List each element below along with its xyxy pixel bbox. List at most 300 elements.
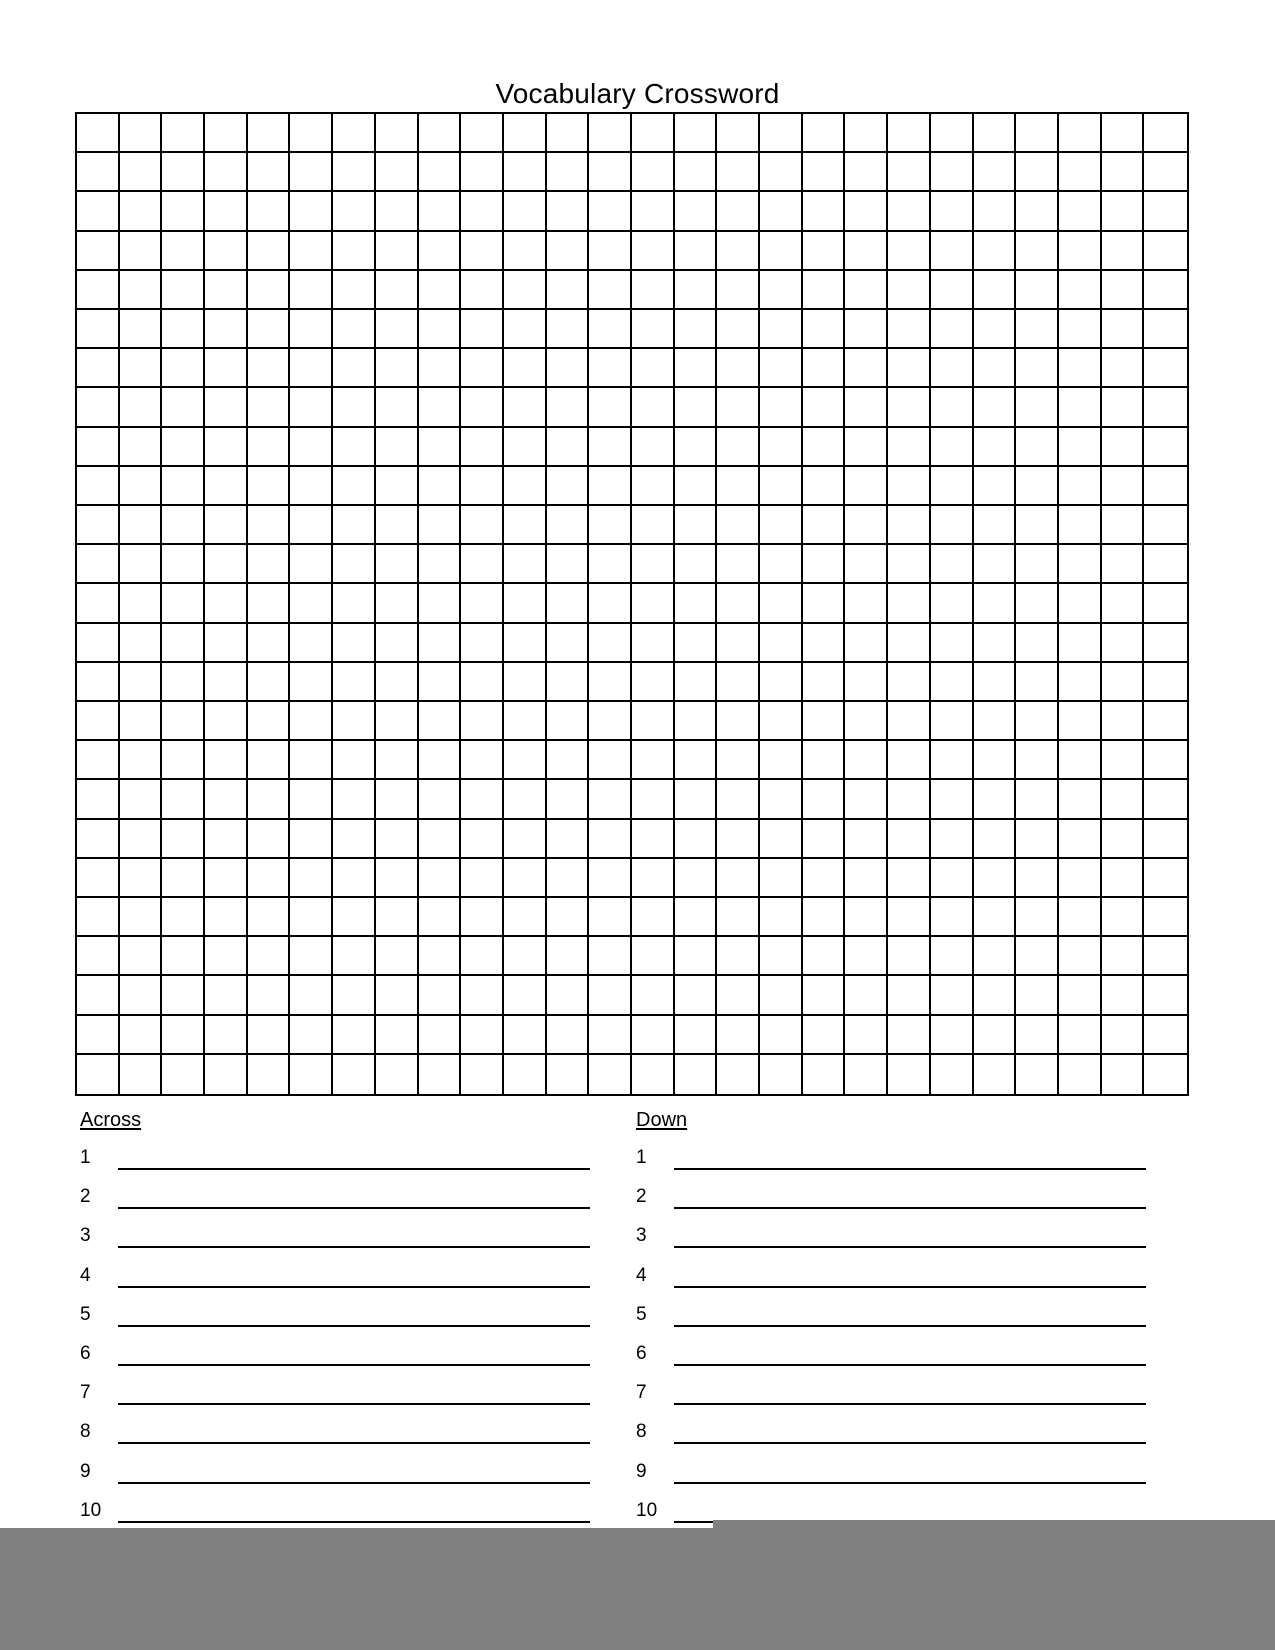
down-answer-line[interactable] — [674, 1482, 1146, 1484]
grid-cell[interactable] — [717, 153, 760, 192]
grid-cell[interactable] — [290, 153, 333, 192]
grid-cell[interactable] — [1016, 153, 1059, 192]
grid-cell[interactable] — [205, 624, 248, 663]
grid-cell[interactable] — [77, 663, 120, 702]
grid-cell[interactable] — [760, 898, 803, 937]
grid-cell[interactable] — [1016, 663, 1059, 702]
grid-cell[interactable] — [162, 310, 205, 349]
grid-cell[interactable] — [248, 428, 291, 467]
grid-cell[interactable] — [376, 741, 419, 780]
grid-cell[interactable] — [376, 271, 419, 310]
grid-cell[interactable] — [290, 937, 333, 976]
grid-cell[interactable] — [803, 584, 846, 623]
grid-cell[interactable] — [461, 663, 504, 702]
grid-cell[interactable] — [162, 192, 205, 231]
grid-cell[interactable] — [888, 232, 931, 271]
grid-cell[interactable] — [504, 1055, 547, 1094]
grid-cell[interactable] — [419, 1055, 462, 1094]
grid-cell[interactable] — [547, 1055, 590, 1094]
grid-cell[interactable] — [290, 820, 333, 859]
grid-cell[interactable] — [162, 467, 205, 506]
grid-cell[interactable] — [77, 976, 120, 1015]
grid-cell[interactable] — [632, 584, 675, 623]
grid-cell[interactable] — [888, 467, 931, 506]
grid-cell[interactable] — [1144, 428, 1187, 467]
grid-cell[interactable] — [1059, 506, 1102, 545]
grid-cell[interactable] — [547, 388, 590, 427]
grid-cell[interactable] — [504, 467, 547, 506]
grid-cell[interactable] — [461, 1016, 504, 1055]
grid-cell[interactable] — [717, 624, 760, 663]
grid-cell[interactable] — [333, 428, 376, 467]
grid-cell[interactable] — [589, 506, 632, 545]
grid-cell[interactable] — [162, 937, 205, 976]
grid-cell[interactable] — [803, 624, 846, 663]
grid-cell[interactable] — [760, 428, 803, 467]
grid-cell[interactable] — [376, 859, 419, 898]
grid-cell[interactable] — [120, 976, 163, 1015]
grid-cell[interactable] — [974, 663, 1017, 702]
grid-cell[interactable] — [290, 1016, 333, 1055]
grid-cell[interactable] — [803, 192, 846, 231]
grid-cell[interactable] — [803, 467, 846, 506]
grid-cell[interactable] — [845, 663, 888, 702]
grid-cell[interactable] — [1144, 976, 1187, 1015]
grid-cell[interactable] — [1144, 780, 1187, 819]
grid-cell[interactable] — [845, 780, 888, 819]
grid-cell[interactable] — [845, 624, 888, 663]
grid-cell[interactable] — [248, 859, 291, 898]
grid-cell[interactable] — [675, 114, 718, 153]
grid-cell[interactable] — [248, 271, 291, 310]
grid-cell[interactable] — [248, 780, 291, 819]
grid-cell[interactable] — [760, 859, 803, 898]
grid-cell[interactable] — [290, 506, 333, 545]
grid-cell[interactable] — [120, 271, 163, 310]
grid-cell[interactable] — [760, 271, 803, 310]
grid-cell[interactable] — [974, 741, 1017, 780]
grid-cell[interactable] — [675, 428, 718, 467]
grid-cell[interactable] — [1059, 584, 1102, 623]
grid-cell[interactable] — [504, 663, 547, 702]
grid-cell[interactable] — [77, 624, 120, 663]
grid-cell[interactable] — [1016, 741, 1059, 780]
grid-cell[interactable] — [1016, 820, 1059, 859]
grid-cell[interactable] — [589, 232, 632, 271]
grid-cell[interactable] — [333, 349, 376, 388]
grid-cell[interactable] — [1144, 349, 1187, 388]
grid-cell[interactable] — [974, 271, 1017, 310]
grid-cell[interactable] — [333, 976, 376, 1015]
grid-cell[interactable] — [1016, 271, 1059, 310]
grid-cell[interactable] — [77, 349, 120, 388]
grid-cell[interactable] — [77, 153, 120, 192]
grid-cell[interactable] — [248, 1055, 291, 1094]
grid-cell[interactable] — [675, 780, 718, 819]
grid-cell[interactable] — [931, 624, 974, 663]
grid-cell[interactable] — [419, 663, 462, 702]
grid-cell[interactable] — [77, 702, 120, 741]
grid-cell[interactable] — [248, 388, 291, 427]
grid-cell[interactable] — [461, 937, 504, 976]
grid-cell[interactable] — [974, 702, 1017, 741]
grid-cell[interactable] — [717, 820, 760, 859]
grid-cell[interactable] — [120, 192, 163, 231]
grid-cell[interactable] — [1144, 584, 1187, 623]
grid-cell[interactable] — [675, 820, 718, 859]
across-answer-line[interactable] — [118, 1168, 590, 1170]
grid-cell[interactable] — [845, 349, 888, 388]
grid-cell[interactable] — [419, 702, 462, 741]
grid-cell[interactable] — [931, 859, 974, 898]
grid-cell[interactable] — [419, 1016, 462, 1055]
grid-cell[interactable] — [888, 859, 931, 898]
grid-cell[interactable] — [1144, 937, 1187, 976]
grid-cell[interactable] — [1059, 232, 1102, 271]
grid-cell[interactable] — [333, 114, 376, 153]
grid-cell[interactable] — [803, 937, 846, 976]
grid-cell[interactable] — [717, 976, 760, 1015]
grid-cell[interactable] — [1144, 741, 1187, 780]
grid-cell[interactable] — [1144, 153, 1187, 192]
grid-cell[interactable] — [162, 859, 205, 898]
grid-cell[interactable] — [376, 428, 419, 467]
grid-cell[interactable] — [547, 428, 590, 467]
grid-cell[interactable] — [248, 976, 291, 1015]
across-answer-line[interactable] — [118, 1482, 590, 1484]
grid-cell[interactable] — [1144, 506, 1187, 545]
grid-cell[interactable] — [1102, 663, 1145, 702]
grid-cell[interactable] — [547, 976, 590, 1015]
grid-cell[interactable] — [760, 467, 803, 506]
grid-cell[interactable] — [845, 232, 888, 271]
grid-cell[interactable] — [77, 114, 120, 153]
grid-cell[interactable] — [120, 741, 163, 780]
grid-cell[interactable] — [376, 114, 419, 153]
grid-cell[interactable] — [803, 232, 846, 271]
grid-cell[interactable] — [333, 310, 376, 349]
grid-cell[interactable] — [1102, 584, 1145, 623]
grid-cell[interactable] — [760, 937, 803, 976]
grid-cell[interactable] — [120, 388, 163, 427]
grid-cell[interactable] — [333, 859, 376, 898]
grid-cell[interactable] — [974, 859, 1017, 898]
grid-cell[interactable] — [589, 937, 632, 976]
grid-cell[interactable] — [290, 388, 333, 427]
grid-cell[interactable] — [376, 702, 419, 741]
grid-cell[interactable] — [547, 349, 590, 388]
grid-cell[interactable] — [504, 192, 547, 231]
grid-cell[interactable] — [974, 937, 1017, 976]
grid-cell[interactable] — [675, 741, 718, 780]
grid-cell[interactable] — [547, 545, 590, 584]
grid-cell[interactable] — [974, 898, 1017, 937]
grid-cell[interactable] — [248, 741, 291, 780]
grid-cell[interactable] — [419, 153, 462, 192]
grid-cell[interactable] — [1102, 937, 1145, 976]
grid-cell[interactable] — [888, 310, 931, 349]
grid-cell[interactable] — [632, 898, 675, 937]
grid-cell[interactable] — [760, 388, 803, 427]
grid-cell[interactable] — [120, 545, 163, 584]
grid-cell[interactable] — [589, 114, 632, 153]
grid-cell[interactable] — [547, 859, 590, 898]
grid-cell[interactable] — [162, 820, 205, 859]
grid-cell[interactable] — [845, 310, 888, 349]
grid-cell[interactable] — [717, 780, 760, 819]
grid-cell[interactable] — [1102, 192, 1145, 231]
grid-cell[interactable] — [845, 388, 888, 427]
grid-cell[interactable] — [547, 741, 590, 780]
grid-cell[interactable] — [248, 192, 291, 231]
grid-cell[interactable] — [803, 545, 846, 584]
grid-cell[interactable] — [290, 271, 333, 310]
grid-cell[interactable] — [333, 663, 376, 702]
grid-cell[interactable] — [589, 388, 632, 427]
grid-cell[interactable] — [461, 153, 504, 192]
grid-cell[interactable] — [632, 663, 675, 702]
grid-cell[interactable] — [77, 506, 120, 545]
grid-cell[interactable] — [632, 310, 675, 349]
grid-cell[interactable] — [974, 780, 1017, 819]
grid-cell[interactable] — [675, 232, 718, 271]
grid-cell[interactable] — [547, 310, 590, 349]
grid-cell[interactable] — [931, 1055, 974, 1094]
grid-cell[interactable] — [205, 153, 248, 192]
grid-cell[interactable] — [120, 349, 163, 388]
grid-cell[interactable] — [632, 545, 675, 584]
grid-cell[interactable] — [589, 192, 632, 231]
grid-cell[interactable] — [888, 584, 931, 623]
grid-cell[interactable] — [717, 428, 760, 467]
grid-cell[interactable] — [974, 114, 1017, 153]
grid-cell[interactable] — [248, 624, 291, 663]
grid-cell[interactable] — [333, 388, 376, 427]
grid-cell[interactable] — [1144, 232, 1187, 271]
grid-cell[interactable] — [162, 232, 205, 271]
grid-cell[interactable] — [333, 820, 376, 859]
grid-cell[interactable] — [589, 467, 632, 506]
grid-cell[interactable] — [547, 506, 590, 545]
grid-cell[interactable] — [974, 349, 1017, 388]
grid-cell[interactable] — [290, 232, 333, 271]
grid-cell[interactable] — [504, 898, 547, 937]
grid-cell[interactable] — [376, 467, 419, 506]
grid-cell[interactable] — [248, 349, 291, 388]
grid-cell[interactable] — [248, 702, 291, 741]
grid-cell[interactable] — [547, 584, 590, 623]
grid-cell[interactable] — [162, 545, 205, 584]
grid-cell[interactable] — [120, 1055, 163, 1094]
grid-cell[interactable] — [1059, 153, 1102, 192]
grid-cell[interactable] — [461, 741, 504, 780]
grid-cell[interactable] — [333, 741, 376, 780]
grid-cell[interactable] — [1144, 820, 1187, 859]
grid-cell[interactable] — [717, 114, 760, 153]
grid-cell[interactable] — [931, 545, 974, 584]
grid-cell[interactable] — [504, 1016, 547, 1055]
grid-cell[interactable] — [675, 192, 718, 231]
grid-cell[interactable] — [589, 663, 632, 702]
grid-cell[interactable] — [419, 271, 462, 310]
grid-cell[interactable] — [120, 937, 163, 976]
grid-cell[interactable] — [333, 271, 376, 310]
grid-cell[interactable] — [589, 624, 632, 663]
grid-cell[interactable] — [717, 506, 760, 545]
grid-cell[interactable] — [760, 663, 803, 702]
grid-cell[interactable] — [717, 545, 760, 584]
grid-cell[interactable] — [888, 741, 931, 780]
grid-cell[interactable] — [333, 624, 376, 663]
grid-cell[interactable] — [205, 584, 248, 623]
grid-cell[interactable] — [419, 388, 462, 427]
grid-cell[interactable] — [504, 820, 547, 859]
grid-cell[interactable] — [760, 584, 803, 623]
grid-cell[interactable] — [504, 153, 547, 192]
grid-cell[interactable] — [120, 663, 163, 702]
grid-cell[interactable] — [589, 1055, 632, 1094]
grid-cell[interactable] — [760, 114, 803, 153]
grid-cell[interactable] — [376, 1055, 419, 1094]
grid-cell[interactable] — [803, 859, 846, 898]
grid-cell[interactable] — [760, 741, 803, 780]
grid-cell[interactable] — [1016, 349, 1059, 388]
grid-cell[interactable] — [717, 467, 760, 506]
grid-cell[interactable] — [1059, 467, 1102, 506]
grid-cell[interactable] — [888, 506, 931, 545]
grid-cell[interactable] — [1059, 428, 1102, 467]
grid-cell[interactable] — [333, 467, 376, 506]
grid-cell[interactable] — [205, 271, 248, 310]
grid-cell[interactable] — [931, 820, 974, 859]
grid-cell[interactable] — [205, 428, 248, 467]
grid-cell[interactable] — [461, 232, 504, 271]
grid-cell[interactable] — [675, 467, 718, 506]
grid-cell[interactable] — [419, 624, 462, 663]
grid-cell[interactable] — [77, 1055, 120, 1094]
grid-cell[interactable] — [803, 663, 846, 702]
grid-cell[interactable] — [419, 506, 462, 545]
grid-cell[interactable] — [632, 153, 675, 192]
grid-cell[interactable] — [845, 702, 888, 741]
grid-cell[interactable] — [931, 976, 974, 1015]
grid-cell[interactable] — [205, 976, 248, 1015]
grid-cell[interactable] — [1144, 624, 1187, 663]
grid-cell[interactable] — [77, 388, 120, 427]
grid-cell[interactable] — [974, 192, 1017, 231]
grid-cell[interactable] — [632, 232, 675, 271]
grid-cell[interactable] — [632, 114, 675, 153]
grid-cell[interactable] — [1102, 1016, 1145, 1055]
grid-cell[interactable] — [376, 584, 419, 623]
grid-cell[interactable] — [290, 780, 333, 819]
grid-cell[interactable] — [461, 898, 504, 937]
grid-cell[interactable] — [290, 349, 333, 388]
grid-cell[interactable] — [1059, 898, 1102, 937]
grid-cell[interactable] — [120, 1016, 163, 1055]
grid-cell[interactable] — [760, 976, 803, 1015]
grid-cell[interactable] — [290, 976, 333, 1015]
grid-cell[interactable] — [333, 1016, 376, 1055]
grid-cell[interactable] — [974, 388, 1017, 427]
grid-cell[interactable] — [632, 937, 675, 976]
grid-cell[interactable] — [1059, 937, 1102, 976]
grid-cell[interactable] — [290, 741, 333, 780]
grid-cell[interactable] — [675, 937, 718, 976]
grid-cell[interactable] — [461, 349, 504, 388]
grid-cell[interactable] — [205, 192, 248, 231]
grid-cell[interactable] — [504, 545, 547, 584]
grid-cell[interactable] — [1016, 467, 1059, 506]
grid-cell[interactable] — [162, 898, 205, 937]
grid-cell[interactable] — [974, 545, 1017, 584]
grid-cell[interactable] — [1016, 937, 1059, 976]
grid-cell[interactable] — [803, 506, 846, 545]
grid-cell[interactable] — [589, 741, 632, 780]
grid-cell[interactable] — [888, 428, 931, 467]
grid-cell[interactable] — [77, 937, 120, 976]
grid-cell[interactable] — [547, 624, 590, 663]
grid-cell[interactable] — [931, 663, 974, 702]
grid-cell[interactable] — [419, 976, 462, 1015]
grid-cell[interactable] — [1102, 232, 1145, 271]
across-answer-line[interactable] — [118, 1403, 590, 1405]
grid-cell[interactable] — [1016, 584, 1059, 623]
grid-cell[interactable] — [675, 388, 718, 427]
grid-cell[interactable] — [461, 506, 504, 545]
grid-cell[interactable] — [974, 1016, 1017, 1055]
grid-cell[interactable] — [675, 1016, 718, 1055]
grid-cell[interactable] — [717, 663, 760, 702]
grid-cell[interactable] — [1102, 741, 1145, 780]
grid-cell[interactable] — [162, 1055, 205, 1094]
grid-cell[interactable] — [290, 663, 333, 702]
grid-cell[interactable] — [803, 428, 846, 467]
grid-cell[interactable] — [290, 545, 333, 584]
grid-cell[interactable] — [419, 310, 462, 349]
grid-cell[interactable] — [162, 584, 205, 623]
grid-cell[interactable] — [675, 271, 718, 310]
grid-cell[interactable] — [504, 114, 547, 153]
grid-cell[interactable] — [632, 624, 675, 663]
grid-cell[interactable] — [1144, 192, 1187, 231]
grid-cell[interactable] — [333, 584, 376, 623]
grid-cell[interactable] — [1059, 114, 1102, 153]
grid-cell[interactable] — [248, 545, 291, 584]
grid-cell[interactable] — [547, 153, 590, 192]
grid-cell[interactable] — [845, 271, 888, 310]
grid-cell[interactable] — [845, 506, 888, 545]
grid-cell[interactable] — [974, 506, 1017, 545]
grid-cell[interactable] — [376, 937, 419, 976]
across-answer-line[interactable] — [118, 1521, 590, 1523]
grid-cell[interactable] — [888, 702, 931, 741]
grid-cell[interactable] — [1016, 1016, 1059, 1055]
grid-cell[interactable] — [760, 780, 803, 819]
grid-cell[interactable] — [760, 192, 803, 231]
grid-cell[interactable] — [504, 624, 547, 663]
across-answer-line[interactable] — [118, 1325, 590, 1327]
grid-cell[interactable] — [1102, 898, 1145, 937]
grid-cell[interactable] — [1102, 271, 1145, 310]
grid-cell[interactable] — [120, 428, 163, 467]
grid-cell[interactable] — [845, 898, 888, 937]
grid-cell[interactable] — [504, 976, 547, 1015]
grid-cell[interactable] — [290, 114, 333, 153]
grid-cell[interactable] — [931, 114, 974, 153]
grid-cell[interactable] — [1059, 624, 1102, 663]
grid-cell[interactable] — [675, 898, 718, 937]
